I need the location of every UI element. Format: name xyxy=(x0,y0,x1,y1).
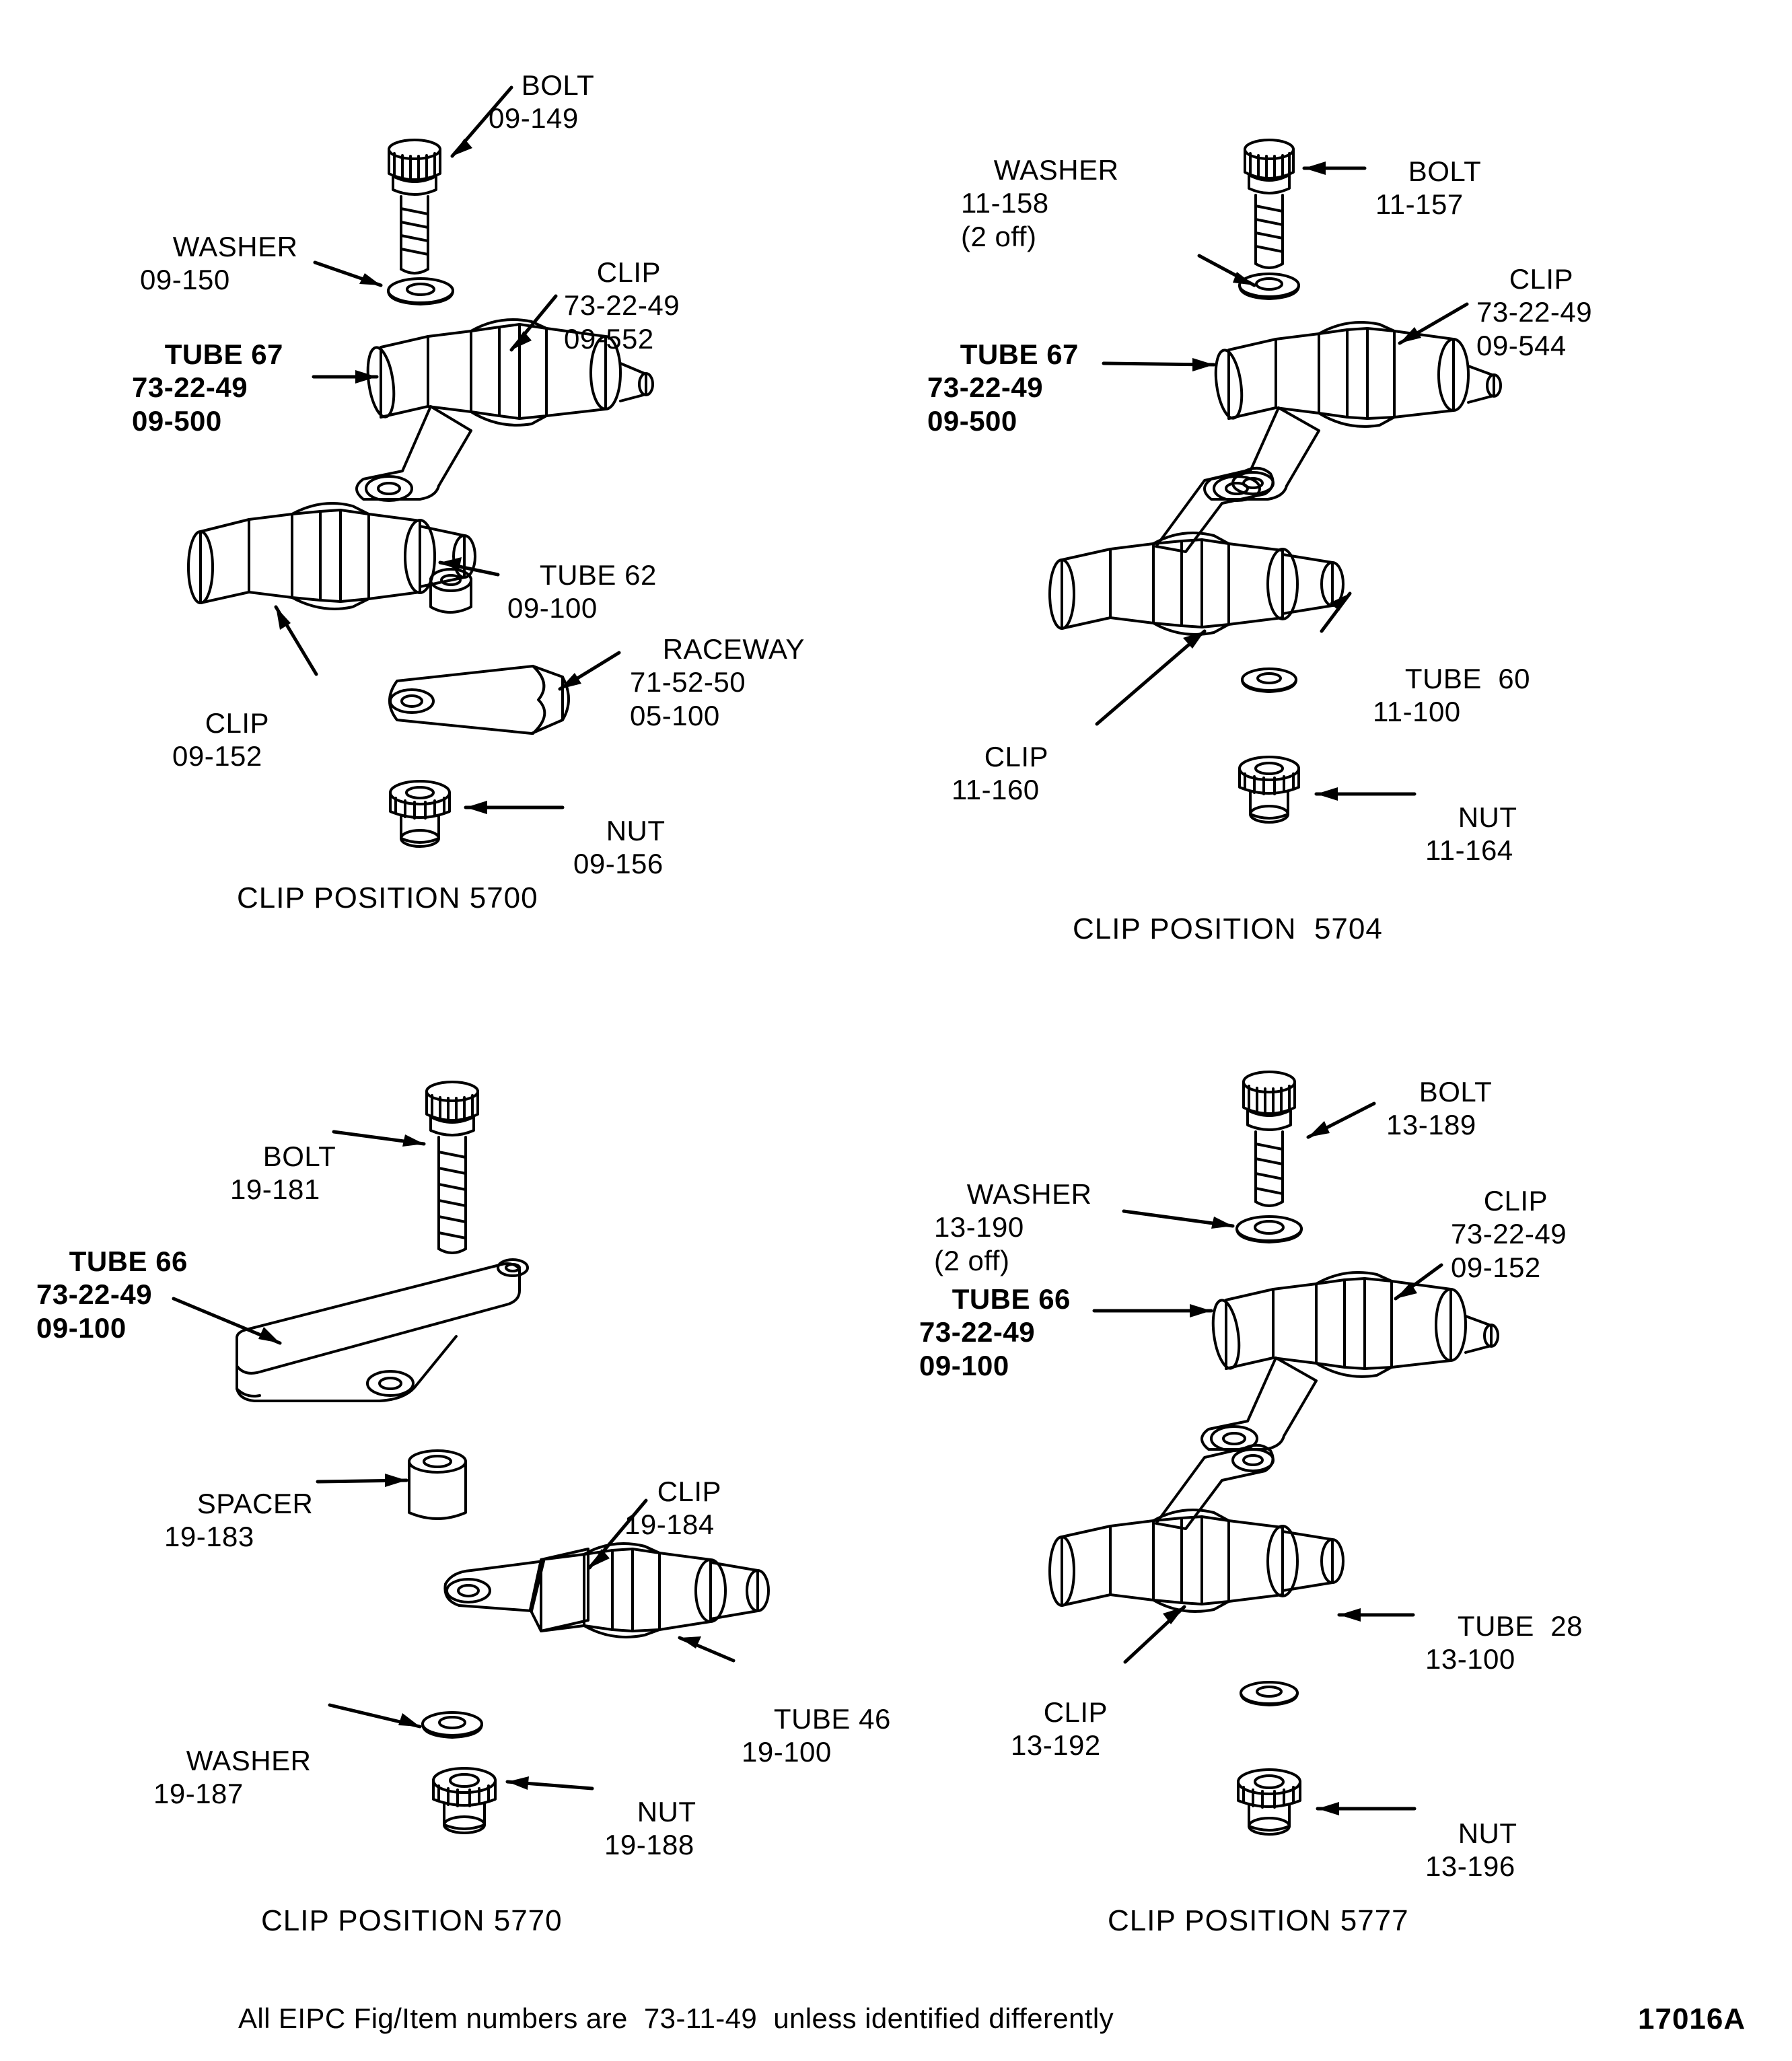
raceway-graphic-5700 xyxy=(390,666,569,733)
tube-clip-graphic-5700-lower xyxy=(188,503,475,612)
bolt-graphic-5700 xyxy=(389,140,440,273)
washer-graphic-5770 xyxy=(423,1712,482,1737)
footnote: All EIPC Fig/Item numbers are 73-11-49 unless identified differently xyxy=(238,2002,1114,2034)
label-clip-lower-5700: CLIP 09-152 xyxy=(172,707,270,772)
label-clip-upper-5704: CLIP 73-22-49 09-544 xyxy=(1476,262,1593,361)
label-clip-lower-5704: CLIP 11-160 xyxy=(952,740,1049,806)
label-raceway-5700: RACEWAY 71-52-50 05-100 xyxy=(630,632,805,731)
label-tube-62-5700: TUBE 62 09-100 xyxy=(507,558,657,624)
label-washer-5700: WASHER 09-150 xyxy=(140,230,298,296)
spacer-graphic-5770 xyxy=(409,1451,466,1519)
label-bolt-5770: BOLT 19-181 xyxy=(230,1140,336,1206)
tube-66-graphic-5770 xyxy=(237,1260,528,1401)
label-nut-5704: NUT 11-164 xyxy=(1425,801,1517,867)
caption-5704: CLIP POSITION 5704 xyxy=(1073,912,1383,945)
label-clip-5770: CLIP 19-184 xyxy=(624,1475,722,1541)
tube-clip-graphic-5704-upper xyxy=(1205,322,1501,501)
label-tube-66-5770: TUBE 66 73-22-49 09-100 xyxy=(36,1245,188,1344)
caption-5770: CLIP POSITION 5770 xyxy=(261,1904,563,1937)
label-tube-28-5777: TUBE 28 13-100 xyxy=(1425,1610,1583,1675)
leader-lines xyxy=(174,87,1467,1815)
bolt-graphic-5770 xyxy=(427,1082,478,1253)
label-tube-46-5770: TUBE 46 19-100 xyxy=(742,1702,891,1768)
caption-5700: CLIP POSITION 5700 xyxy=(237,881,538,914)
washer-graphic-5704 xyxy=(1240,274,1299,299)
nut-graphic-5777 xyxy=(1238,1770,1300,1834)
label-tube-60-5704: TUBE 60 11-100 xyxy=(1373,662,1530,728)
label-nut-5777: NUT 13-196 xyxy=(1425,1817,1517,1883)
bolt-graphic-5777 xyxy=(1244,1072,1295,1206)
figure-code: 17016A xyxy=(1638,2002,1746,2035)
label-washer-5777: WASHER 13-190 (2 off) xyxy=(934,1178,1092,1276)
label-bolt-5704: BOLT 11-157 xyxy=(1375,155,1482,221)
label-clip-upper-5700: CLIP 73-22-49 09-552 xyxy=(564,256,680,355)
label-clip-lower-5777: CLIP 13-192 xyxy=(1011,1696,1108,1762)
nut-graphic-5700 xyxy=(390,781,450,846)
label-bolt-5777: BOLT 13-189 xyxy=(1386,1075,1493,1141)
label-spacer-5770: SPACER 19-183 xyxy=(164,1487,314,1553)
washer-graphic-5704-lower xyxy=(1242,669,1296,692)
nut-graphic-5704 xyxy=(1240,757,1299,822)
washer-graphic-5777 xyxy=(1237,1217,1301,1242)
label-tube-67-5704: TUBE 67 73-22-49 09-500 xyxy=(927,338,1079,437)
label-bolt-5700: BOLT 09-149 xyxy=(489,69,595,135)
label-clip-upper-5777: CLIP 73-22-49 09-152 xyxy=(1451,1184,1567,1283)
washer-graphic-5700 xyxy=(388,279,453,304)
label-tube-67-5700: TUBE 67 73-22-49 09-500 xyxy=(132,338,283,437)
label-nut-5770: NUT 19-188 xyxy=(604,1795,696,1861)
bolt-graphic-5704 xyxy=(1245,140,1293,268)
label-tube-66-5777: TUBE 66 73-22-49 09-100 xyxy=(919,1282,1071,1381)
tube-clip-graphic-5777-lower xyxy=(1050,1445,1343,1612)
label-washer-5704: WASHER 11-158 (2 off) xyxy=(961,153,1119,252)
tube-clip-graphic-5704-lower xyxy=(1050,468,1343,635)
label-washer-5770: WASHER 19-187 xyxy=(153,1744,312,1810)
washer-graphic-5777-lower xyxy=(1241,1682,1297,1705)
nut-graphic-5770 xyxy=(433,1768,495,1833)
caption-5777: CLIP POSITION 5777 xyxy=(1108,1904,1409,1937)
label-nut-5700: NUT 09-156 xyxy=(573,814,666,880)
